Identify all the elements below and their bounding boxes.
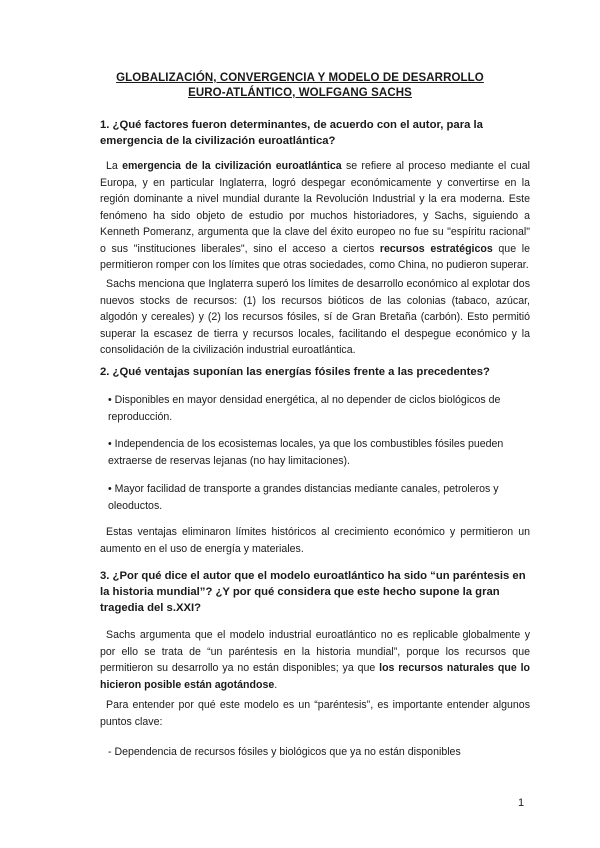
- q1-paragraph-2: Sachs menciona que Inglaterra superó los límites de desarrollo económico al explotar dos nuevos stocks de recursos: (1) los recursos bióticos de las colonias (tabaco, azúcar, algodón y cereales) y (2) los recursos fósiles, sí de Gran Bretaña (carbón). Esto permitió superar la escasez de tierra y recursos locales, facilitando el despegue económico y la consolidación de la civilización industrial euroatlántica.: [100, 278, 530, 356]
- document-title-line-2: EURO-ATLÁNTICO, WOLFGANG SACHS: [188, 87, 412, 99]
- question-2: 2. ¿Qué ventajas suponían las energías fósiles frente a las precedentes?: [100, 366, 490, 378]
- q2-bullet-2: • Independencia de los ecosistemas locales, ya que los combustibles fósiles pueden extraerse de reservas lejanas (no hay limitaciones).: [108, 438, 504, 467]
- question-3: 3. ¿Por qué dice el autor que el modelo euroatlántico ha sido “un paréntesis en la historia mundial”? ¿Y por qué considera que este hecho supone la gran tragedia del s.XXI?: [100, 570, 526, 614]
- q1-paragraph-1: La emergencia de la civilización euroatlántica se refiere al proceso mediante el cual Europa, y en particular Inglaterra, logró despegar económicamente y convertirse en la región dominante a nivel mundial durante la Revolución Industrial y la era moderna. Este fenómeno ha sido objeto de estudio por muchos historiadores, y Sachs, siguiendo a Kenneth Pomeranz, argumenta que la clave del éxito europeo no fue su "espíritu racional" o sus "instituciones liberales", sino el acceso a ciertos recursos estratégicos que le permitieron romper con los límites que otras sociedades, como China, no pudieron superar.: [100, 160, 530, 271]
- question-1: 1. ¿Qué factores fueron determinantes, de acuerdo con el autor, para la emergencia de la civilización euroatlántica?: [100, 119, 483, 147]
- q2-paragraph: Estas ventajas eliminaron límites históricos al crecimiento económico y permitieron un aumento en el uso de energía y materiales.: [100, 526, 530, 555]
- q3-paragraph-1: Sachs argumenta que el modelo industrial euroatlántico no es replicable globalmente y por ello se trata de “un paréntesis en la historia mundial”, porque los recursos que permitieron su desarrollo ya no están disponibles; ya que los recursos naturales que lo hicieron posible están agotándose.: [100, 629, 530, 691]
- q3-paragraph-2: Para entender por qué este modelo es un “paréntesis”, es importante entender algunos puntos clave:: [100, 699, 530, 728]
- document-title-line-1: GLOBALIZACIÓN, CONVERGENCIA Y MODELO DE DESARROLLO: [116, 72, 484, 84]
- q3-dash-item: - Dependencia de recursos fósiles y biológicos que ya no están disponibles: [108, 746, 461, 758]
- bold-emergencia: emergencia de la civilización euroatlántica: [122, 160, 342, 172]
- bold-recursos-estrategicos: recursos estratégicos: [379, 242, 493, 255]
- bold-recursos-naturales: los recursos naturales que lo hicieron posible están agotándose: [100, 662, 530, 691]
- q2-bullet-3: • Mayor facilidad de transporte a grandes distancias mediante canales, petroleros y oleoductos.: [108, 483, 499, 512]
- page-number: 1: [518, 797, 525, 809]
- q2-bullet-1: • Disponibles en mayor densidad energética, al no depender de ciclos biológicos de reproducción.: [108, 394, 501, 423]
